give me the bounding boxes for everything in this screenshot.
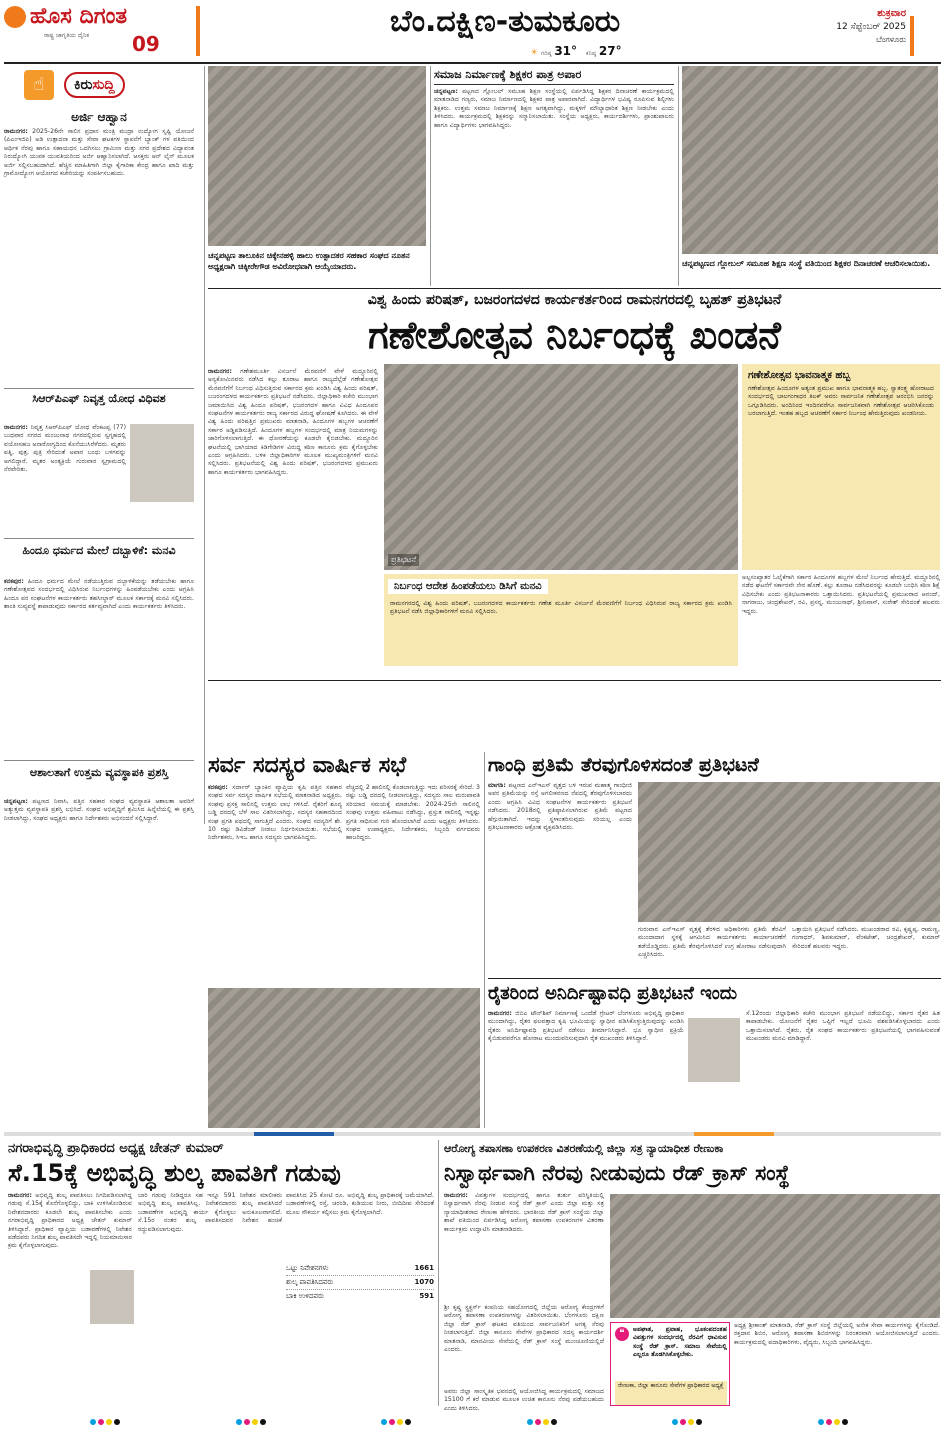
portrait-photo bbox=[688, 1018, 740, 1082]
story-body: ಸೆ.12ರಂದು ಜಿಲ್ಲಾಧಿಕಾರಿ ಕಚೇರಿ ಮುಂಭಾಗ ಪ್ರತಿಭಟನೆ ನಡೆಯಲಿದ್ದು, ಸರ್ಕಾರ ರೈತರ ಹಿತ ಕಾಪಾಡಬೇಕು. ಯೋಜನೆಗೆ ರೈತರ ಒಪ್ಪಿಗೆ ಇಲ್ಲದೆ ಭೂಮಿ ವಶಪಡಿಸಿಕೊಳ್ಳಬಾರದು ಎಂದು ಒತ್ತಾಯಿಸಲಾಗಿದೆ. ರೈತರು, ರೈತ ಸಂಘದ ಕಾರ್ಯಕರ್ತರು ಪ್ರತಿಭಟನೆಯಲ್ಲಿ ಭಾಗವಹಿಸುವಂತೆ ಮುಖಂಡರು ಮನವಿ ಮಾಡಿದ್ದಾರೆ. bbox=[746, 1010, 940, 1043]
story-body bbox=[4, 424, 126, 534]
color-dots bbox=[236, 1410, 268, 1418]
story-dateline: ರಾಮನಗರ: bbox=[208, 368, 232, 375]
story-dateline: ರಾಮನಗರ: bbox=[488, 1010, 512, 1017]
divider bbox=[4, 538, 194, 539]
story-dateline: ಚನ್ನಪಟ್ಟಣ: bbox=[4, 798, 28, 805]
column-rule bbox=[484, 752, 485, 1128]
story-text: 2025-26ನೇ ಸಾಲಿನ ಪ್ರಧಾನ ಮಂತ್ರಿ ಮುದ್ರಾ ಉದ್ಯೋಗ ಸೃಷ್ಟಿ ಯೋಜನೆ (ಪಿಎಂಇಜಿಪಿ) ಅಡಿ ಉತ್ಪಾದನಾ ಮತ್ತು ಸೇವಾ ಘಟಕಗಳ ಸ್ಥಾಪನೆಗೆ ಬ್ಯಾಂಕ್ ಗಳ ವತಿಯಿಂದ ಆರ್ಥಿಕ ನೆರವು ಹಾಗೂ ಸಹಾಯಧನ ಒದಗಿಸಲು ಗ್ರಾಮೀಣ ಮತ್ತು ನಗರ ಪ್ರದೇಶದ ವಿದ್ಯಾವಂತ ನಿರುದ್ಯೋಗಿ ಯುವಕ ಯುವತಿಯರಿಂದ ಅರ್ಜಿ ಆಹ್ವಾನಿಸಲಾಗಿದೆ. ಆಸಕ್ತರು ಆನ್ ಲೈನ್ ಮೂಲಕ ಅರ್ಜಿ ಸಲ್ಲಿಸಬಹುದಾಗಿದೆ. ಹೆಚ್ಚಿನ ಮಾಹಿತಿಗಾಗಿ ಜಿಲ್ಲಾ ಕೈಗಾರಿಕಾ ಕೇಂದ್ರ ಹಾಗೂ ಖಾದಿ ಮತ್ತು ಗ್ರಾಮೋದ್ಯೋಗ ಆಯೋಗದ ಕಚೇರಿಯನ್ನು ಸಂಪರ್ಕಿಸಬಹುದು. bbox=[4, 128, 194, 178]
separator-bar bbox=[4, 1132, 941, 1136]
story-headline: ಸರ್ವ ಸದಸ್ಯರ ವಾರ್ಷಿಕ ಸಭೆ bbox=[208, 753, 407, 778]
story-text: ನಿವೃತ್ತ ಸಿಆರ್‌ಪಿಎಫ್ ಯೋಧ ವೆಂಕಟಪ್ಪ (77) ಬುಧವಾರ ನಗರದ ಮಂಜುನಾಥ ನಗರದಲ್ಲಿರುವ ಸ್ವಗೃಹದಲ್ಲಿ ವಯೋಸಹಜ ಅನಾರೋಗ್ಯದಿಂದ ಕೊನೆಯುಸಿರೆಳೆದರು. ಮೃತರು ಪತ್ನಿ, ಪುತ್ರ, ಪುತ್ರಿ ಸೇರಿದಂತೆ ಅಪಾರ ಬಂಧು ಬಳಗವನ್ನು ಅಗಲಿದ್ದಾರೆ. ಮೃತರ ಅಂತ್ಯಕ್ರಿಯೆ ಗುರುವಾರ ಸ್ವಗ್ರಾಮದಲ್ಲಿ ನೆರವೇರಿತು. bbox=[4, 424, 126, 474]
stats-box bbox=[286, 1192, 434, 1402]
lead-right-body: ಅಲ್ಪಸಂಖ್ಯಾತರ ಓಲೈಕೆಗಾಗಿ ಸರ್ಕಾರ ಹಿಂದೂಗಳ ಹಬ್ಬಗಳ ಮೇಲೆ ನಿರ್ಬಂಧ ಹೇರುತ್ತಿದೆ. ಮದ್ದೂರಿನಲ್ಲಿ ನಡೆದ ಘಟನೆಗೆ ಸರ್ಕಾರವೇ ನೇರ ಹೊಣೆ. ಕಲ್ಲು ತೂರಾಟ ನಡೆಸಿದವರನ್ನು ಕೂಡಲೇ ಬಂಧಿಸಿ ಕಠಿಣ ಶಿಕ್ಷೆ ವಿಧಿಸಬೇಕು ಎಂದು ಪ್ರತಿಭಟನಾಕಾರರು ಒತ್ತಾಯಿಸಿದರು. ಪ್ರತಿಭಟನೆಯಲ್ಲಿ ಪ್ರಮುಖರಾದ ಆನಂದ್, ನಾಗರಾಜು, ಚಂದ್ರಶೇಖರ್, ರವಿ, ಪ್ರಸನ್ನ, ಮಂಜುನಾಥ್, ಶ್ರೀನಿವಾಸ್, ಸುರೇಶ್ ಸೇರಿದಂತೆ ಹಲವರು ಇದ್ದರು. bbox=[742, 574, 940, 615]
callout-box bbox=[610, 1322, 730, 1406]
sun-icon: ☀ bbox=[530, 48, 539, 58]
photo-label: ಪ್ರತಿಭಟನೆ bbox=[388, 554, 419, 566]
edition-title: ಬೆಂ.ದಕ್ಷಿಣ-ತುಮಕೂರು bbox=[390, 4, 621, 39]
callout-byline: ರೇಣುಕಾ, ಜಿಲ್ಲಾ ಕಾನೂನು ಸೇವೆಗಳ ಪ್ರಾಧಿಕಾರದ ಅಧ್ಯಕ್ಷೆ bbox=[615, 1381, 727, 1405]
story-dateline: ಚನ್ನಪಟ್ಟಣ: bbox=[434, 88, 458, 95]
finger-icon: ☝ bbox=[24, 70, 54, 100]
story-dateline: ರಾಮನಗರ: bbox=[4, 424, 28, 431]
callout-text: ಅಪಘಾತ, ಪ್ರವಾಹ, ಭೂಕಂಪದಂತಹ ವಿಪತ್ತುಗಳ ಸಂದರ್ಭದಲ್ಲಿ ನೆರವಿಗೆ ಧಾವಿಸುವ ಸಂಸ್ಥೆ ರೆಡ್ ಕ್ರಾಸ್. ಸಮಾಜ ಸೇವೆಯಲ್ಲಿ ಎಲ್ಲರೂ ತೊಡಗಿಸಿಕೊಳ್ಳಬೇಕು. bbox=[633, 1326, 727, 1359]
sidebar-title-kiru: ಕಿರು bbox=[74, 77, 93, 93]
date-label: 12 ಸೆಪ್ಟೆಂಬರ್ 2025 bbox=[836, 22, 906, 32]
caption-body: ರಾಮನಗರದಲ್ಲಿ ವಿಶ್ವ ಹಿಂದು ಪರಿಷತ್, ಬಜರಂಗದಳದ ಕಾರ್ಯಕರ್ತರು ಗಣೇಶ ಮೂರ್ತಿ ವಿಸರ್ಜನೆ ಮೆರವಣಿಗೆಗೆ ನಿರ್ಬಂಧ ವಿಧಿಸಿರುವ ರಾಜ್ಯ ಸರ್ಕಾರದ ಕ್ರಮ ಖಂಡಿಸಿ ಪ್ರತಿಭಟನೆ ನಡೆಸಿ ಜಿಲ್ಲಾಧಿಕಾರಿಗಳಿಗೆ ಮನವಿ ಸಲ್ಲಿಸಿದರು. bbox=[390, 600, 732, 616]
color-dots bbox=[527, 1410, 559, 1418]
story-photo bbox=[208, 66, 426, 246]
story-body: ಅವರು ಜಿಲ್ಲಾ ಸಾಂಸ್ಕೃತಿಕ ಭವನದಲ್ಲಿ ಆಯೋಜಿಸಿದ್ದ ಕಾರ್ಯಕ್ರಮದಲ್ಲಿ ಸಮಾಜದ 15100 ಗೆ ಕರೆ ಮಾಡುವ ಮೂಲಕ ಉಚಿತ ಕಾನೂನು ನೆರವು ಪಡೆಯಬಹುದು ಎಂದು ತಿಳಿಸಿದರು. bbox=[444, 1388, 604, 1412]
column-rule bbox=[438, 1140, 439, 1406]
story-headline: ಅರ್ಜಿ ಆಹ್ವಾನ bbox=[71, 110, 127, 124]
story-headline: ಹಿಂದೂ ಧರ್ಮದ ಮೇಲೆ ದಬ್ಬಾಳಿಕೆ: ಮನವಿ bbox=[22, 544, 176, 557]
story-text: ಅಭಿವೃದ್ಧಿ ಶುಲ್ಕ ಪಾವತಿಸಲು ನಿಗದಿಪಡಿಸಲಾಗಿದ್ದ ಗಡುವು ಸೆ.15ಕ್ಕೆ ಕೊನೆಗೊಳ್ಳಲಿದ್ದು, ಬಾಕಿ ಉಳಿಸಿಕೊಂಡಿರುವ ನಿವೇಶನದಾರರು ಕೂಡಲೇ ಶುಲ್ಕ ಪಾವತಿಸಬೇಕು ಎಂದು ನಗರಾಭಿವೃದ್ಧಿ ಪ್ರಾಧಿಕಾರದ ಅಧ್ಯಕ್ಷ ಚೇತನ್ ಕುಮಾರ್ ತಿಳಿಸಿದ್ದಾರೆ. ಪ್ರಾಧಿಕಾರ ವ್ಯಾಪ್ತಿಯ ಬಡಾವಣೆಗಳಲ್ಲಿ ನಿವೇಶನ ಪಡೆದವರು ನಿಗದಿತ ಶುಲ್ಕ ಪಾವತಿಸದೇ ಇದ್ದಲ್ಲಿ ನಿಯಮಾನುಸಾರ ಕ್ರಮ ಕೈಗೊಳ್ಳಲಾಗುವುದು. bbox=[8, 1192, 133, 1250]
weather bbox=[530, 44, 622, 58]
story-body bbox=[4, 128, 194, 384]
stat-label: ಶುಲ್ಕ ಪಾವತಿಸಿದವರು bbox=[286, 1278, 334, 1286]
story-body: ಗುರುವಾರ ಎನ್‌ಇಎಸ್ ವೃತ್ತಕ್ಕೆ ತೆರಳಿದ ಅಧಿಕಾರಿಗಳು ಪ್ರತಿಮೆ ತೆರವಿಗೆ ಮುಂದಾದಾಗ ಸ್ಥಳಕ್ಕೆ ಆಗಮಿಸಿದ ಕಾರ್ಯಕರ್ತರು ಕಾರ್ಯಾಚರಣೆಗೆ ತಡೆಯೊಡ್ಡಿದರು. ಪ್ರತಿಮೆ ತೆರವುಗೊಳಿಸಿದರೆ ಉಗ್ರ ಹೋರಾಟ ನಡೆಸುವುದಾಗಿ ಎಚ್ಚರಿಸಿದರು. bbox=[638, 926, 786, 959]
masthead-rule bbox=[4, 62, 941, 64]
story-photo bbox=[208, 988, 480, 1128]
story-dateline: ಕನಕಪುರ: bbox=[208, 784, 228, 791]
stat-value: 1661 bbox=[414, 1264, 434, 1272]
stat-value: 591 bbox=[419, 1292, 434, 1300]
divider bbox=[4, 388, 194, 389]
stat-row bbox=[286, 1276, 434, 1290]
temp-high: 31° bbox=[554, 44, 578, 58]
story-body: ಒತ್ತಾಯಿಸಿ ಪ್ರತಿಭಟನೆ ನಡೆಸಿದರು. ಮುಖಂಡರಾದ ರವಿ, ಕೃಷ್ಣಪ್ಪ, ರಾಮಣ್ಣ, ಗಂಗಾಧರ್, ಶಿವಕುಮಾರ್, ವೆಂಕಟೇಶ್, ಚಂದ್ರಶೇಖರ್, ಕುಮಾರ್ ಸೇರಿದಂತೆ ಹಲವರು ಇದ್ದರು. bbox=[792, 926, 940, 950]
story-photo bbox=[682, 66, 938, 254]
story-headline: ನಿಸ್ವಾರ್ಥವಾಗಿ ನೆರವು ನೀಡುವುದು ರೆಡ್ ಕ್ರಾಸ್ ಸಂಸ್ಥೆ bbox=[444, 1161, 790, 1185]
story-photo bbox=[638, 782, 940, 922]
sidebar bbox=[4, 66, 202, 824]
logo-block bbox=[4, 4, 190, 58]
story-headline: ಸಿಆರ್‌ಪಿಎಫ್ ನಿವೃತ್ತ ಯೋಧ ವಿಧಿವಶ bbox=[32, 392, 166, 405]
story-body bbox=[488, 1010, 684, 1128]
story-body: ವೆಚ್ಚದಲ್ಲಿ 2 ಹಾಲಿನಲ್ಲಿ ಕೊಡಲಾಗುತ್ತಿದ್ದು ಇದು ಪರಿಸರಕ್ಕೆ ಸೇರಿದೆ. 3 ರಷ್ಟು ಬಡ್ಡಿ ದರದಲ್ಲಿ ನೀಡಲಾಗುತ್ತಿದ್ದು, ಸದಸ್ಯರು ಸಾಲ ಮರುಪಾವತಿ ಸರಿಯಾದ ಸಮಯಕ್ಕೆ ಮಾಡಬೇಕು. 2024-25ನೇ ಸಾಲಿನಲ್ಲಿ ಸಂಘವು ಉತ್ತಮ ವಹಿವಾಟು ನಡೆಸಿದ್ದು, ಪ್ರಸ್ತುತ ಸಾಲಿನಲ್ಲಿ ಇನ್ನಷ್ಟು ಪ್ರಗತಿ ಸಾಧಿಸುವ ಗುರಿ ಹೊಂದಲಾಗಿದೆ ಎಂದು ಅಧ್ಯಕ್ಷರು ತಿಳಿಸಿದರು. ಸಂಘದ ಉಪಾಧ್ಯಕ್ಷರು, ನಿರ್ದೇಶಕರು, ಸಿಬ್ಬಂದಿ ವರ್ಗದವರು ಹಾಜರಿದ್ದರು. bbox=[346, 784, 480, 842]
story-body bbox=[434, 88, 674, 284]
lead-photo bbox=[384, 364, 738, 570]
stat-row bbox=[286, 1262, 434, 1276]
story-text: ಜಿಬಿಎ ಟೌನ್‌ಶಿಪ್ ನಿರ್ಮಾಣಕ್ಕೆ ಒಂದೆಡೆ ಗ್ರೇಟರ್ ಬೆಂಗಳೂರು ಅಭಿವೃದ್ಧಿ ಪ್ರಾಧಿಕಾರ ಮುಂದಾಗಿದ್ದು, ರೈತರ ಫಲವತ್ತಾದ ಕೃಷಿ ಭೂಮಿಯನ್ನು ಸ್ವಾಧೀನ ಪಡಿಸಿಕೊಳ್ಳುತ್ತಿರುವುದನ್ನು ಖಂಡಿಸಿ ರೈತರು ಅನಿರ್ದಿಷ್ಟಾವಧಿ ಪ್ರತಿಭಟನೆ ನಡೆಸಲು ತೀರ್ಮಾನಿಸಿದ್ದಾರೆ. ಭೂ ಸ್ವಾಧೀನ ಪ್ರಕ್ರಿಯೆ ಕೈಬಿಡುವವರೆಗೂ ಹೋರಾಟ ಮುಂದುವರಿಸುವುದಾಗಿ ರೈತ ಮುಖಂಡರು ತಿಳಿಸಿದ್ದಾರೆ. bbox=[488, 1010, 685, 1043]
accent-segment-orange bbox=[694, 1132, 774, 1136]
color-dots bbox=[672, 1410, 704, 1418]
sidebar-title bbox=[64, 72, 125, 98]
sidebar-column-rule bbox=[204, 66, 205, 824]
lead-photo-caption bbox=[384, 574, 738, 666]
story-body bbox=[4, 798, 194, 824]
divider bbox=[4, 760, 194, 761]
section-rule bbox=[208, 680, 941, 681]
date-block bbox=[816, 8, 906, 45]
column-rule bbox=[678, 66, 679, 286]
temp-high-label: ಗರಿಷ್ಠ bbox=[540, 50, 552, 57]
temp-low: 27° bbox=[598, 44, 622, 58]
quote-icon: ❝ bbox=[615, 1327, 629, 1341]
story-headline: ರೈತರಿಂದ ಅನಿರ್ದಿಷ್ಟಾವಧಿ ಪ್ರತಿಭಟನೆ ಇಂದು bbox=[488, 983, 738, 1004]
logo-tagline: ರಾಷ್ಟ್ರ ಜಾಗೃತಿಯ ದೈನಿಕ bbox=[44, 32, 90, 39]
accent-segment-blue bbox=[254, 1132, 334, 1136]
day-label: ಶುಕ್ರವಾರ bbox=[877, 8, 906, 19]
story-dateline: ರಾಮನಗರ: bbox=[8, 1192, 32, 1199]
column-rule bbox=[430, 66, 431, 286]
story-headline: ಆಶಾಲತಾಗೆ ಉತ್ತಮ ವ್ಯವಸ್ಥಾಪಕಿ ಪ್ರಶಸ್ತಿ bbox=[29, 766, 169, 779]
stat-value: 1070 bbox=[414, 1278, 434, 1286]
caption-title: ನಿರ್ಬಂಧ ಆದೇಶ ಹಿಂಪಡೆಯಲು ಡಿಸಿಗೆ ಮನವಿ bbox=[388, 579, 548, 594]
page-number: 09 bbox=[132, 32, 160, 56]
stat-label: ಒಟ್ಟು ನಿವೇಶನಗಳು bbox=[286, 1264, 329, 1272]
color-dots bbox=[381, 1410, 413, 1418]
story-kicker: ನಗರಾಭಿವೃದ್ಧಿ ಪ್ರಾಧಿಕಾರದ ಅಧ್ಯಕ್ಷ ಚೇತನ್ ಕುಮಾರ್ bbox=[8, 1141, 224, 1156]
masthead bbox=[0, 0, 945, 62]
lead-kicker: ವಿಶ್ವ ಹಿಂದು ಪರಿಷತ್, ಬಜರಂಗದಳದ ಕಾರ್ಯಕರ್ತರಿಂದ ರಾಮನಗರದಲ್ಲಿ ಬೃಹತ್ ಪ್ರತಿಭಟನೆ bbox=[367, 292, 782, 308]
stat-label: ಬಾಕಿ ಉಳಿದವರು bbox=[286, 1292, 324, 1300]
story-kicker: ಆರೋಗ್ಯ ತಪಾಸಣಾ ಉಪಕರಣ ವಿತರಣೆಯಲ್ಲಿ ಜಿಲ್ಲಾ ಸತ್ರ ನ್ಯಾಯಾಧೀಶ ರೇಣುಕಾ bbox=[444, 1142, 724, 1155]
story-body: ಬಾರಿ ಗಡುವು ನೀಡಿದ್ದರೂ ಸಹ ಇನ್ನೂ 591 ನಿವೇಶನ ಮಾಲೀಕರು ಅಭಿವೃದ್ಧಿ ಶುಲ್ಕ ಪಾವತಿಸಿಲ್ಲ. ನಿವೇಶನದಾರರು ಶುಲ್ಕ ಪಾವತಿಸಿದರೆ ಬಡಾವಣೆಗಳ ಅಭಿವೃದ್ಧಿ ಕಾರ್ಯ ಕೈಗೊಳ್ಳಲು ಅನುಕೂಲವಾಗಲಿದೆ. ಸೆ.15ರ ನಂತರ ಶುಲ್ಕ ಪಾವತಿಸದವರ ನಿವೇಶನ ಹಂಚಿಕೆ ರದ್ದುಪಡಿಸಲಾಗುವುದು. bbox=[138, 1192, 282, 1233]
temp-low-label: ಕನಿಷ್ಠ bbox=[585, 50, 597, 57]
city-label: ಬೆಂಗಳೂರು bbox=[876, 35, 906, 44]
story-headline: ಸಮಾಜ ನಿರ್ಮಾಣಕ್ಕೆ ಶಿಕ್ಷಕರ ಪಾತ್ರ ಅಪಾರ bbox=[434, 68, 582, 81]
story-text: ಪಟ್ಟಣದ ಗ್ಲೋಬಲ್ ಸಮೂಹ ಶಿಕ್ಷಣ ಸಂಸ್ಥೆಯಲ್ಲಿ ಏರ್ಪಡಿಸಿದ್ದ ಶಿಕ್ಷಕರ ದಿನಾಚರಣೆ ಕಾರ್ಯಕ್ರಮದಲ್ಲಿ ಮಾತನಾಡಿದ ಗಣ್ಯರು, ಸಮಾಜ ನಿರ್ಮಾಣದಲ್ಲಿ ಶಿಕ್ಷಕರ ಪಾತ್ರ ಅಪಾರವಾಗಿದೆ. ವಿದ್ಯಾರ್ಥಿಗಳ ಭವಿಷ್ಯ ರೂಪಿಸುವ ಶಿಲ್ಪಿಗಳು ಶಿಕ್ಷಕರು. ಉತ್ತಮ ಸಮಾಜ ನಿರ್ಮಾಣಕ್ಕೆ ಶಿಕ್ಷಣ ಅಗತ್ಯವಾಗಿದ್ದು, ಮಕ್ಕಳಿಗೆ ಮೌಲ್ಯಾಧಾರಿತ ಶಿಕ್ಷಣ ನೀಡಬೇಕು ಎಂದು ತಿಳಿಸಿದರು. ಕಾರ್ಯಕ್ರಮದಲ್ಲಿ ಶಿಕ್ಷಕರನ್ನು ಸನ್ಮಾನಿಸಲಾಯಿತು. ಸಂಸ್ಥೆಯ ಅಧ್ಯಕ್ಷರು, ಕಾರ್ಯದರ್ಶಿಗಳು, ಪ್ರಾಂಶುಪಾಲರು ಹಾಗೂ ವಿದ್ಯಾರ್ಥಿಗಳು ಭಾಗವಹಿಸಿದ್ದರು. bbox=[434, 88, 674, 129]
section-rule bbox=[208, 288, 941, 289]
story-body: ಶ್ರೀ ಕೃಷ್ಣ ಸ್ಟ್ರಕ್ಚರ್ಸ್ ಕಂಪನಿಯ ಸಹಯೋಗದಲ್ಲಿ ಜಿಲ್ಲೆಯ ಆರೋಗ್ಯ ಕೇಂದ್ರಗಳಿಗೆ ಆರೋಗ್ಯ ತಪಾಸಣಾ ಉಪಕರಣಗಳನ್ನು ವಿತರಿಸಲಾಯಿತು. ಬೆಂಗಳೂರು ದಕ್ಷಿಣ ಜಿಲ್ಲಾ ರೆಡ್ ಕ್ರಾಸ್ ಘಟಕದ ವತಿಯಿಂದ ಸಾರ್ವಜನಿಕರಿಗೆ ಅಗತ್ಯ ನೆರವು ನೀಡಲಾಗುತ್ತಿದೆ. ಜಿಲ್ಲಾ ಕಾನೂನು ಸೇವೆಗಳ ಪ್ರಾಧಿಕಾರದ ಸದಸ್ಯ ಕಾರ್ಯದರ್ಶಿ ಮಾತನಾಡಿ, ಮಾನವೀಯ ಸೇವೆಯಲ್ಲಿ ರೆಡ್ ಕ್ರಾಸ್ ಸಂಸ್ಥೆ ಮುಂಚೂಣಿಯಲ್ಲಿದೆ ಎಂದರು. bbox=[444, 1304, 604, 1354]
sidebar-title-suddi: ಸುದ್ದಿ bbox=[92, 77, 115, 93]
section-rule bbox=[488, 978, 941, 979]
story-headline: ಸೆ.15ಕ್ಕೆ ಅಭಿವೃದ್ಧಿ ಶುಲ್ಕ ಪಾವತಿಗೆ ಗಡುವು bbox=[8, 1159, 341, 1187]
lead-sidebox bbox=[742, 364, 940, 570]
story-text: ವಿಪತ್ತುಗಳ ಸಂದರ್ಭದಲ್ಲಿ ಹಾಗೂ ತುರ್ತು ಪರಿಸ್ಥಿತಿಯಲ್ಲಿ ನಿಸ್ವಾರ್ಥವಾಗಿ ನೆರವು ನೀಡುವ ಸಂಸ್ಥೆ ರೆಡ್ ಕ್ರಾಸ್ ಎಂದು ಜಿಲ್ಲಾ ಮತ್ತು ಸತ್ರ ನ್ಯಾಯಾಧೀಶರಾದ ರೇಣುಕಾ ಹೇಳಿದರು. ಭಾರತೀಯ ರೆಡ್ ಕ್ರಾಸ್ ಸಂಸ್ಥೆಯ ಜಿಲ್ಲಾ ಶಾಖೆ ವತಿಯಿಂದ ಏರ್ಪಡಿಸಿದ್ದ ಆರೋಗ್ಯ ತಪಾಸಣಾ ಉಪಕರಣಗಳ ವಿತರಣಾ ಕಾರ್ಯಕ್ರಮ ಉದ್ಘಾಟಿಸಿ ಮಾತನಾಡಿದರು. bbox=[444, 1192, 604, 1233]
story-dateline: ರಾಮನಗರ: bbox=[444, 1192, 468, 1199]
headline-rule bbox=[434, 84, 674, 85]
story-dateline: ಮಾಗಡಿ: bbox=[488, 782, 506, 789]
story-headline: ಗಾಂಧಿ ಪ್ರತಿಮೆ ತೆರವುಗೊಳಿಸದಂತೆ ಪ್ರತಿಭಟನೆ bbox=[488, 754, 759, 776]
story-body bbox=[488, 782, 632, 972]
logo-emblem-icon bbox=[4, 6, 26, 28]
portrait-photo bbox=[90, 1270, 134, 1324]
masthead-divider bbox=[196, 6, 200, 56]
story-dateline: ಕನಕಪುರ: bbox=[4, 578, 24, 585]
story-body: ಪಾವತಿಸಿದ 25 ಕೋಟಿ ರೂ. ಅಭಿವೃದ್ಧಿ ಶುಲ್ಕ ಪ್ರಾಧಿಕಾರಕ್ಕೆ ಜಮೆಯಾಗಿದೆ. ಬಡಾವಣೆಗಳಲ್ಲಿ ರಸ್ತೆ, ಚರಂಡಿ, ಕುಡಿಯುವ ನೀರು, ಬೀದಿದೀಪ ಸೇರಿದಂತೆ ಮೂಲ ಸೌಕರ್ಯ ಕಲ್ಪಿಸಲು ಕ್ರಮ ಕೈಗೊಳ್ಳಲಾಗಿದೆ. bbox=[286, 1192, 434, 1216]
color-dots bbox=[818, 1410, 850, 1418]
story-text: ಪಟ್ಟಣದ ಎನ್‌ಇಎಸ್ ವೃತ್ತದ ಬಳಿ ಇರುವ ಮಹಾತ್ಮ ಗಾಂಧೀಜಿ ಅವರ ಪ್ರತಿಮೆಯನ್ನು ರಸ್ತೆ ಅಗಲೀಕರಣದ ನೆಪದಲ್ಲಿ ತೆರವುಗೊಳಿಸಬಾರದು ಎಂದು ಆಗ್ರಹಿಸಿ ವಿವಿಧ ಸಂಘಟನೆಗಳ ಕಾರ್ಯಕರ್ತರು ಪ್ರತಿಭಟನೆ ನಡೆಸಿದರು. 2018ರಲ್ಲಿ ಪ್ರತಿಷ್ಠಾಪಿಸಲಾಗಿರುವ ಪ್ರತಿಮೆ ಪಟ್ಟಣದ ಹೆಗ್ಗುರುತಾಗಿದೆ. ಇದನ್ನು ಸ್ಥಳಾಂತರಿಸುವುದು ಸರಿಯಲ್ಲ ಎಂದು ಪ್ರತಿಭಟನಾಕಾರರು ಆಕ್ರೋಶ ವ್ಯಕ್ತಪಡಿಸಿದರು. bbox=[488, 782, 632, 832]
story-text: ಪಟ್ಟಣದ ನಿವಾಸಿ, ಪತ್ತಿನ ಸಹಕಾರ ಸಂಘದ ವ್ಯವಸ್ಥಾಪಕಿ ಆಶಾಲತಾ ಅವರಿಗೆ ಅತ್ಯುತ್ತಮ ವ್ಯವಸ್ಥಾಪಕಿ ಪ್ರಶಸ್ತಿ ಲಭಿಸಿದೆ. ಸಂಘದ ಅಭಿವೃದ್ಧಿಗೆ ಶ್ರಮಿಸಿದ ಹಿನ್ನೆಲೆಯಲ್ಲಿ ಈ ಪ್ರಶಸ್ತಿ ನೀಡಲಾಗಿದ್ದು, ಸಂಘದ ಅಧ್ಯಕ್ಷರು ಹಾಗೂ ನಿರ್ದೇಶಕರು ಅಭಿನಂದನೆ ಸಲ್ಲಿಸಿದ್ದಾರೆ. bbox=[4, 798, 194, 822]
sidebox-body: ಗಣೇಶೋತ್ಸವ ಹಿಂದೂಗಳ ಅತ್ಯಂತ ಪ್ರಮುಖ ಹಾಗೂ ಭಾವನಾತ್ಮಕ ಹಬ್ಬ. ಸ್ವಾತಂತ್ರ್ಯ ಹೋರಾಟದ ಸಂದರ್ಭದಲ್ಲಿ ಬಾಲಗಂಗಾಧರ ತಿಲಕ್ ಅವರು ಸಾರ್ವಜನಿಕ ಗಣೇಶೋತ್ಸವ ಆರಂಭಿಸಿ ಜನರನ್ನು ಒಗ್ಗೂಡಿಸಿದರು. ಅಂದಿನಿಂದ ಇಂದಿನವರೆಗೂ ಸಾರ್ವಜನಿಕವಾಗಿ ಗಣೇಶೋತ್ಸವ ಆಚರಿಸಿಕೊಂಡು ಬರಲಾಗುತ್ತಿದೆ. ಇಂತಹ ಹಬ್ಬದ ಆಚರಣೆಗೆ ಸರ್ಕಾರ ನಿರ್ಬಂಧ ಹೇರುತ್ತಿರುವುದು ಖಂಡನೀಯ. bbox=[748, 385, 934, 418]
logo-text: ಹೊಸ ದಿಗಂತ bbox=[30, 4, 128, 29]
story-body: ಅಧ್ಯಕ್ಷ ಶ್ರೀಕಾಂತ್ ಮಾತನಾಡಿ, ರೆಡ್ ಕ್ರಾಸ್ ಸಂಸ್ಥೆ ಜಿಲ್ಲೆಯಲ್ಲಿ ಅನೇಕ ಸೇವಾ ಕಾರ್ಯಗಳನ್ನು ಕೈಗೊಂಡಿದೆ. ರಕ್ತದಾನ ಶಿಬಿರ, ಆರೋಗ್ಯ ತಪಾಸಣಾ ಶಿಬಿರಗಳನ್ನು ನಿರಂತರವಾಗಿ ಆಯೋಜಿಸಲಾಗುತ್ತಿದೆ ಎಂದರು. ಕಾರ್ಯಕ್ರಮದಲ್ಲಿ ಪದಾಧಿಕಾರಿಗಳು, ವೈದ್ಯರು, ಸಿಬ್ಬಂದಿ ಭಾಗವಹಿಸಿದ್ದರು. bbox=[734, 1322, 940, 1346]
story-text: ಗಣೇಶಮೂರ್ತಿ ವಿಸರ್ಜನೆ ಮೆರವಣಿಗೆ ವೇಳೆ ಮದ್ದೂರಿನಲ್ಲಿ ಅನ್ಯಕೋಮಿನವರು ನಡೆಸಿದ ಕಲ್ಲು ತೂರಾಟ ಹಾಗೂ ರಾಜ್ಯದೆಲ್ಲೆಡೆ ಗಣೇಶೋತ್ಸವ ಮೆರವಣಿಗೆಗೆ ನಿರ್ಬಂಧ ವಿಧಿಸುತ್ತಿರುವ ಸರ್ಕಾರದ ಕ್ರಮ ಖಂಡಿಸಿ ವಿಶ್ವ ಹಿಂದು ಪರಿಷತ್, ಬಜರಂಗದಳದ ಕಾರ್ಯಕರ್ತರು ಪ್ರತಿಭಟನೆ ನಡೆಸಿದರು. ಜಿಲ್ಲಾಧಿಕಾರಿ ಕಚೇರಿ ಮುಂಭಾಗ ಜಮಾಯಿಸಿದ ವಿಶ್ವ ಹಿಂದೂ ಪರಿಷತ್, ಭಜರಂಗದಳ ಹಾಗೂ ವಿವಿಧ ಹಿಂದೂಪರ ಸಂಘಟನೆಗಳ ಕಾರ್ಯಕರ್ತರು ರಾಜ್ಯ ಸರ್ಕಾರದ ವಿರುದ್ಧ ಘೋಷಣೆ ಕೂಗಿದರು. ಈ ವೇಳೆ ವಿಶ್ವ ಹಿಂದು ಪರಿಷತ್ತಿನ ಪ್ರಮುಖರು ಮಾತನಾಡಿ, ಹಿಂದೂಗಳ ಹಬ್ಬಗಳ ಆಚರಣೆಗೆ ಸರ್ಕಾರ ಅಡ್ಡಿಪಡಿಸುತ್ತಿದೆ. ಹಿಂದೂಗಳ ಹಬ್ಬಗಳ ಸಂದರ್ಭದಲ್ಲಿ ಮಾತ್ರ ನಿಯಮಗಳನ್ನು ಜಾರಿಗೊಳಿಸಲಾಗುತ್ತಿದೆ. ಈ ಧೋರಣೆಯನ್ನು ಕೂಡಲೇ ಕೈಬಿಡಬೇಕು. ಮದ್ದೂರಿನ ಘಟನೆಯಲ್ಲಿ ಭಾಗಿಯಾದ ಕಿಡಿಗೇಡಿಗಳ ವಿರುದ್ಧ ಕಠಿಣ ಕಾನೂನು ಕ್ರಮ ಕೈಗೊಳ್ಳಬೇಕು ಎಂದು ಆಗ್ರಹಿಸಿದರು. ಬಳಿಕ ಜಿಲ್ಲಾಧಿಕಾರಿಗಳ ಮೂಲಕ ಮುಖ್ಯಮಂತ್ರಿಗಳಿಗೆ ಮನವಿ ಸಲ್ಲಿಸಿದರು. ಪ್ರತಿಭಟನೆಯಲ್ಲಿ ವಿಶ್ವ ಹಿಂದು ಪರಿಷತ್, ಭಜರಂಗದಳದ ಪ್ರಮುಖರು ಹಾಗೂ ಕಾರ್ಯಕರ್ತರು ಭಾಗವಹಿಸಿದ್ದರು. bbox=[208, 368, 378, 476]
story-text: ಸರ್ದಾರ್ ಬ್ಯಾಂಕಿನ ವ್ಯಾಪ್ತಿಯ ಕೃಷಿ ಪತ್ತಿನ ಸಹಕಾರ ಸಂಘದ ಸರ್ವ ಸದಸ್ಯರ ವಾರ್ಷಿಕ ಸಭೆಯಲ್ಲಿ ಮಾತನಾಡಿದ ಅಧ್ಯಕ್ಷರು, ಸಂಘವು ಪ್ರಸಕ್ತ ಸಾಲಿನಲ್ಲಿ ಉತ್ತಮ ಲಾಭ ಗಳಿಸಿದೆ. ರೈತರಿಗೆ ಶೂನ್ಯ ಬಡ್ಡಿ ದರದಲ್ಲಿ ಬೆಳೆ ಸಾಲ ವಿತರಿಸಲಾಗಿದ್ದು, ಸದಸ್ಯರ ಸಹಕಾರದಿಂದ ಸಂಘ ಪ್ರಗತಿ ಪಥದಲ್ಲಿ ಸಾಗುತ್ತಿದೆ ಎಂದರು. ಸಂಘದ ಸದಸ್ಯರಿಗೆ ಶೇ. 10 ರಷ್ಟು ಡಿವಿಡೆಂಡ್ ನೀಡಲು ನಿರ್ಧರಿಸಲಾಯಿತು. ಸಭೆಯಲ್ಲಿ ನಿರ್ದೇಶಕರು, ಸಿಇಒ ಹಾಗೂ ಸದಸ್ಯರು ಭಾಗವಹಿಸಿದ್ದರು. bbox=[208, 784, 342, 842]
lead-body bbox=[208, 368, 378, 748]
story-body bbox=[208, 784, 342, 980]
story-text: ಹಿಂದೂ ಧರ್ಮದ ಮೇಲೆ ನಡೆಯುತ್ತಿರುವ ದಬ್ಬಾಳಿಕೆಯನ್ನು ತಡೆಯಬೇಕು ಹಾಗೂ ಗಣೇಶೋತ್ಸವದ ಸಂದರ್ಭದಲ್ಲಿ ವಿಧಿಸಿರುವ ನಿರ್ಬಂಧಗಳನ್ನು ಹಿಂಪಡೆಯಬೇಕು ಎಂದು ಆಗ್ರಹಿಸಿ ಹಿಂದೂ ಪರ ಸಂಘಟನೆಗಳ ಕಾರ್ಯಕರ್ತರು ತಹಸೀಲ್ದಾರ್ ಮೂಲಕ ಸರ್ಕಾರಕ್ಕೆ ಮನವಿ ಸಲ್ಲಿಸಿದರು. ಶಾಂತಿ ಸುವ್ಯವಸ್ಥೆ ಕಾಪಾಡುವುದು ಸರ್ಕಾರದ ಕರ್ತವ್ಯವಾಗಿದೆ ಎಂದು ಕಾರ್ಯಕರ್ತರು ತಿಳಿಸಿದರು. bbox=[4, 578, 194, 611]
masthead-edge-bar bbox=[910, 16, 914, 56]
photo-caption: ಚನ್ನಪಟ್ಟಣ ತಾಲೂಕಿನ ಚಿಕ್ಕೇನಹಳ್ಳಿ ಹಾಲು ಉತ್ಪಾದಕರ ಸಹಕಾರ ಸಂಘದ ನೂತನ ಅಧ್ಯಕ್ಷರಾಗಿ ಚಿಕ್ಕೀರೇಗೌಡ ಅವಿರೋಧವಾಗಿ ಆಯ್ಕೆಯಾದರು. bbox=[208, 251, 410, 271]
sidebox-title: ಗಣೇಶೋತ್ಸವ ಭಾವನಾತ್ಮಕ ಹಬ್ಬ bbox=[748, 370, 851, 381]
stat-row bbox=[286, 1290, 434, 1303]
story-dateline: ರಾಮನಗರ: bbox=[4, 128, 28, 135]
color-dots bbox=[90, 1410, 122, 1418]
lead-headline: ಗಣೇಶೋತ್ಸವ ನಿರ್ಬಂಧಕ್ಕೆ ಖಂಡನೆ bbox=[368, 313, 781, 357]
photo-caption: ಚನ್ನಪಟ್ಟಣದ ಗ್ಲೋಬಲ್ ಸಮೂಹ ಶಿಕ್ಷಣ ಸಂಸ್ಥೆ ವತಿಯಿಂದ ಶಿಕ್ಷಕರ ದಿನಾಚರಣೆ ಆಚರಿಸಲಾಯಿತು. bbox=[682, 259, 931, 268]
story-photo bbox=[610, 1194, 940, 1318]
registration-marks bbox=[90, 1410, 850, 1418]
story-body bbox=[4, 578, 194, 756]
story-body bbox=[444, 1192, 604, 1302]
sidebar-header bbox=[4, 68, 194, 104]
portrait-photo bbox=[130, 424, 194, 502]
